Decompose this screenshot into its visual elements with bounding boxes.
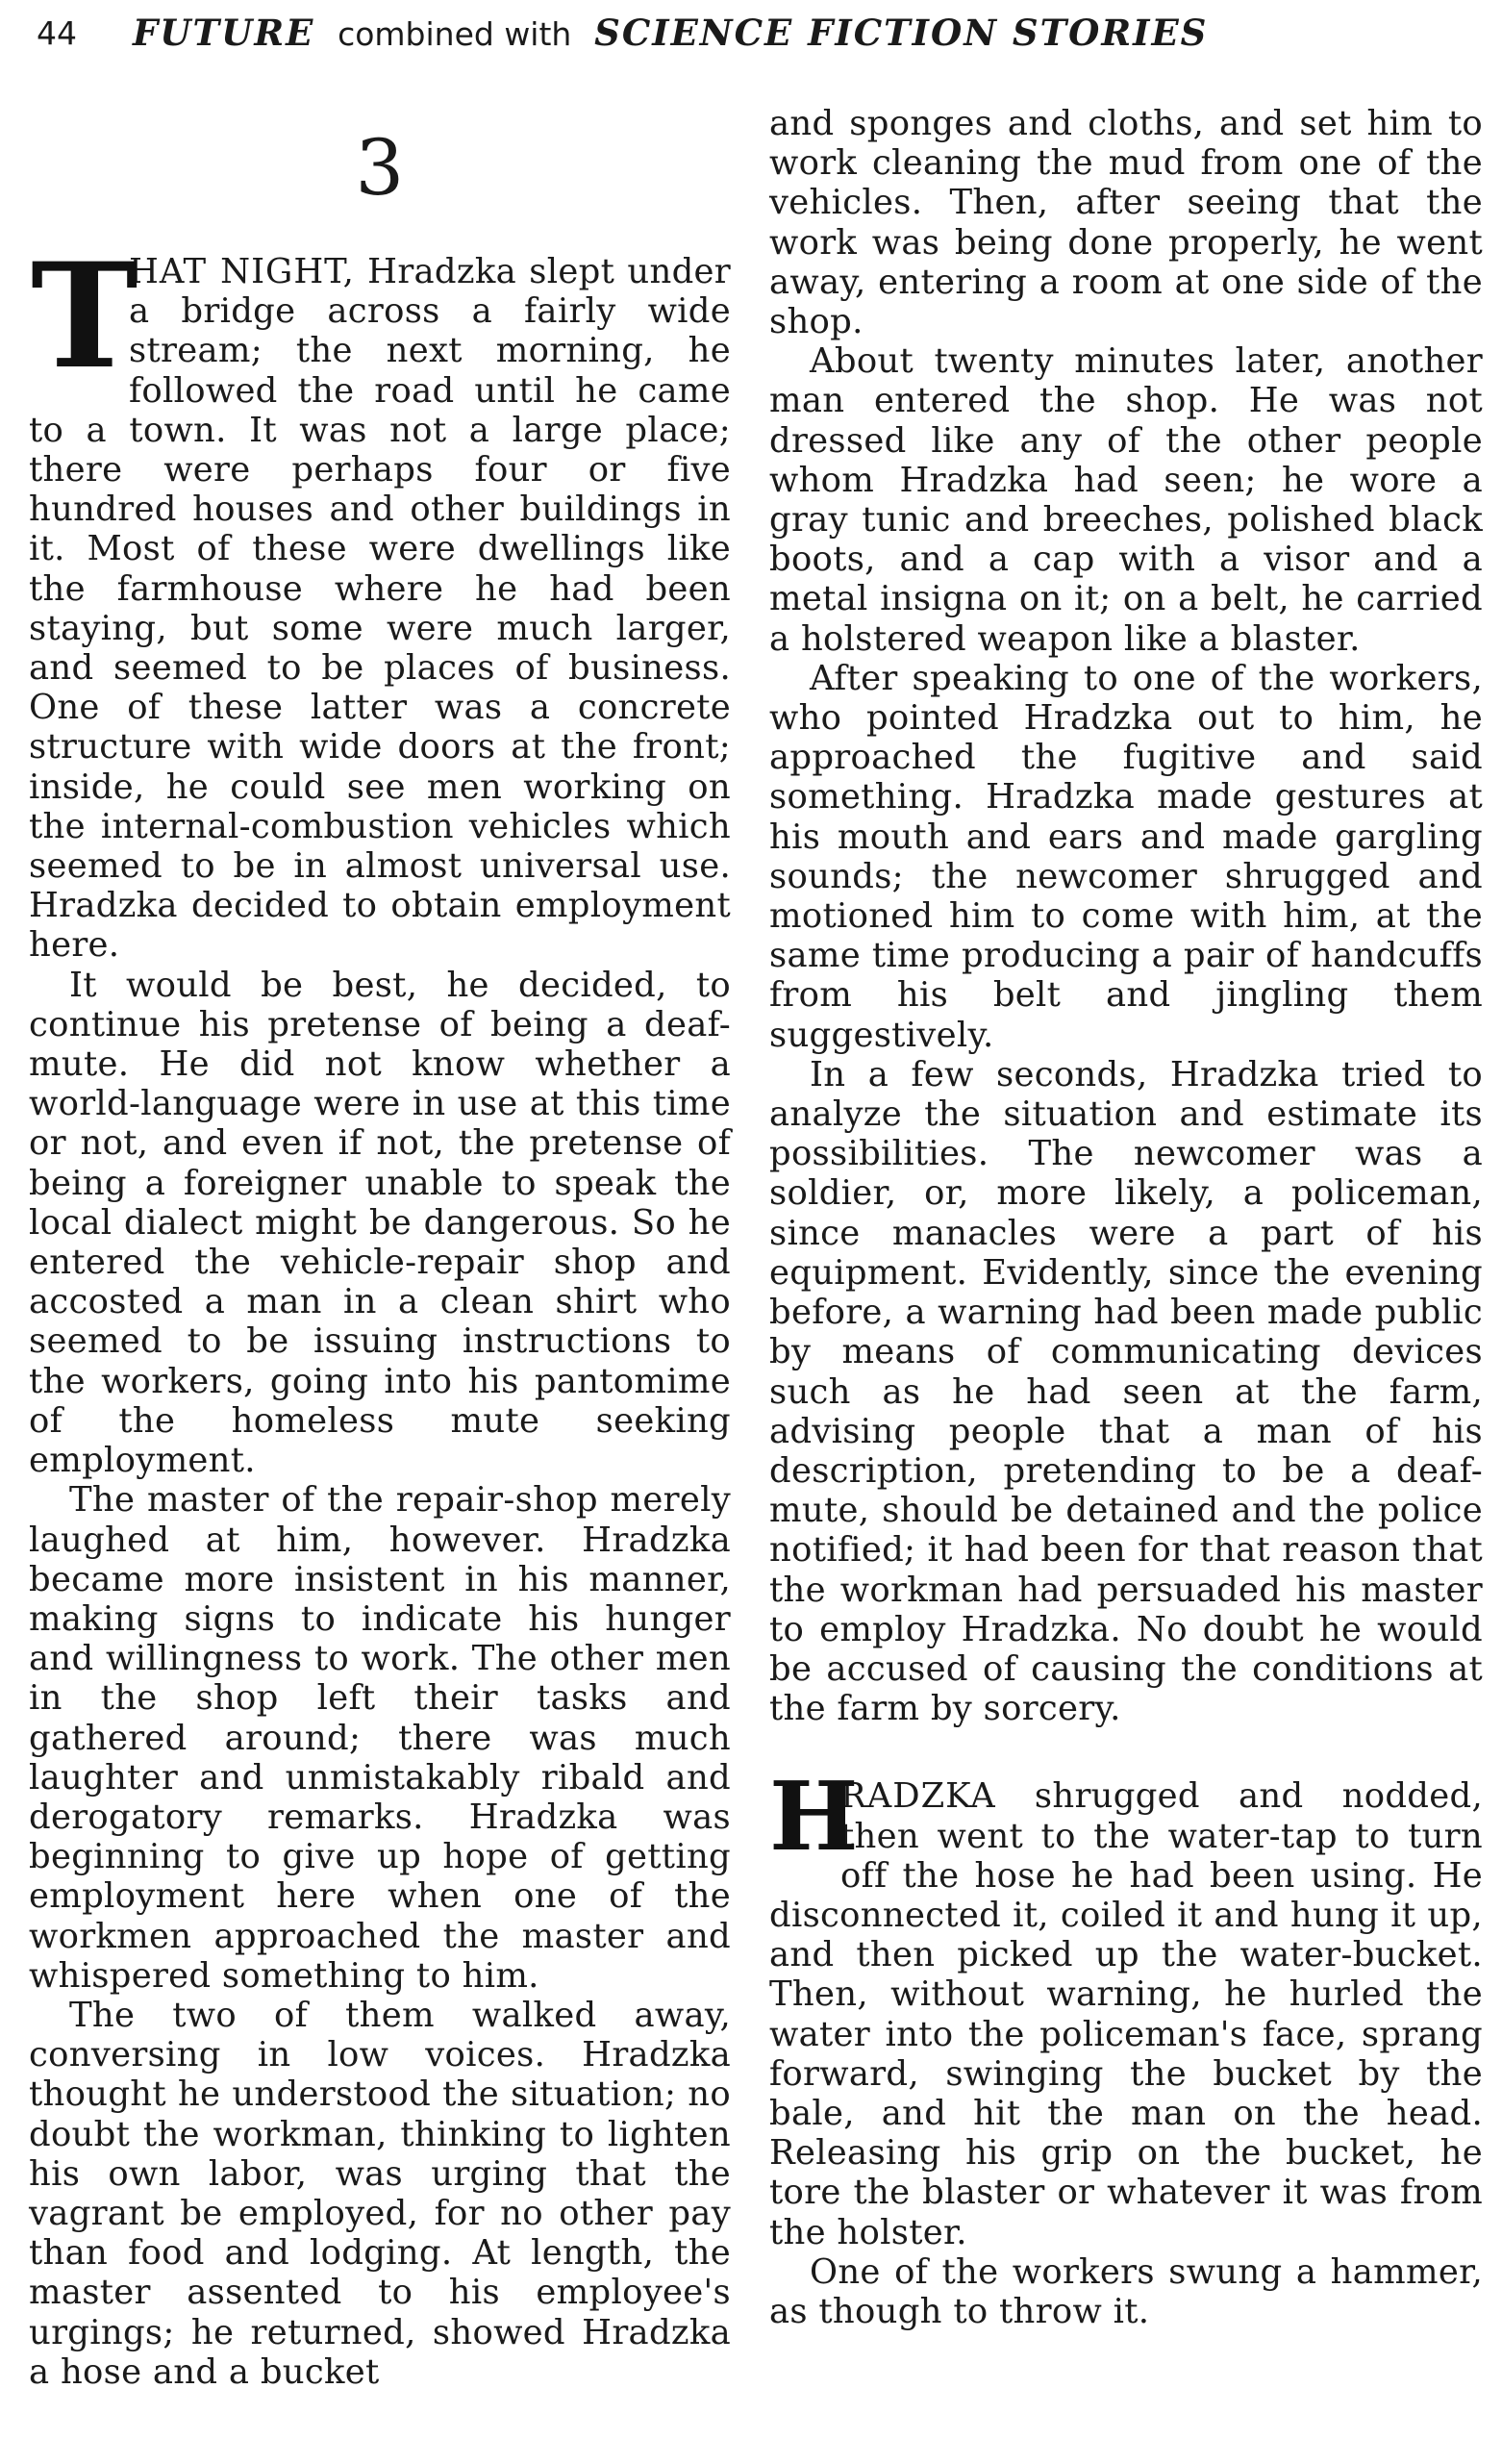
paragraph: It would be best, he decided, to continue his pretense of being a deaf-mute. He did not know whether a world-language were in use at this time or not, and even if not, the pretense of being a foreigner unable to speak the local dialect might be dangerous. So he entered the vehicle-repair shop and accosted a man in a clean shirt who seemed to be issuing instructions to the workers, going into his pantomime of the homeless mute seeking employment. <box>29 965 731 1481</box>
small-caps-opening: RADZKA <box>840 1776 996 1817</box>
right-column <box>769 104 1483 2331</box>
left-column <box>29 96 731 2392</box>
paragraph: The master of the repair-shop merely laughed at him, however. Hradzka became more insistent in his manner, making signs to indicate his hunger and willingness to work. The other men in the shop left their tasks and gathered around; there was much laughter and unmistakably ribald and derogatory remarks. Hradzka was beginning to give up hope of getting employment here when one of the workmen approached the master and whispered something to him. <box>29 1480 731 1996</box>
title-part-1: FUTURE <box>133 12 315 54</box>
paragraph: About twenty minutes later, another man entered the shop. He was not dressed like any of the other people whom Hradzka had seen; he wore a gray tunic and breeches, polished black boots, and a cap with a visor and a metal insigna on it; on a belt, he carried a holstered weapon like a blaster. <box>769 341 1483 659</box>
chapter-number: 3 <box>355 123 405 213</box>
magazine-title <box>133 12 1208 54</box>
running-header <box>37 8 1460 58</box>
paragraph: After speaking to one of the workers, who pointed Hradzka out to him, he approached the fugitive and said something. Hradzka made gestures at his mouth and ears and made gargling sounds; the newcomer shrugged and motioned him to come with him, at the same time producing a pair of handcuffs from his belt and jingling them suggestively. <box>769 658 1483 1055</box>
paragraph <box>769 1762 1483 2252</box>
drop-cap: T <box>31 232 138 401</box>
paragraph: In a few seconds, Hradzka tried to analyze the situation and estimate its possibilities. The newcomer was a soldier, or, more likely, a policeman, since manacles were a part of his equipment. Evidently, since the evening before, a warning had been made public by means of communicating devices such as he had seen at the farm, advising people that a man of his description, pretending to be a deaf-mute, should be detained and the police notified; it had been for that reason that the workman had persuaded his master to employ Hradzka. No doubt he would be accused of causing the conditions at the farm by sorcery. <box>769 1054 1483 1729</box>
small-caps-opening: HAT NIGHT, <box>129 252 355 291</box>
paragraph: The two of them walked away, conversing in low voices. Hradzka thought he understood the situation; no doubt the workman, thinking to lighten his own labor, was urging that the vagrant be employed, for no other pay than food and lodging. At length, the master assented to his employee's urgings; he returned, showed Hradzka a hose and a bucket <box>29 1995 731 2392</box>
title-connector: combined with <box>338 15 572 53</box>
paragraph <box>29 232 731 966</box>
paragraph: and sponges and cloths, and set him to work cleaning the mud from one of the vehicles. Then, after seeing that the work was being done properly, he went away, entering a room at one side of the shop. <box>769 104 1483 342</box>
section-break <box>769 1728 1483 1776</box>
paragraph-text: Hradzka slept under a bridge across a fairly wide stream; the next morning, he followed the road until he came to a town. It was not a large place; there were perhaps four or five hundred houses and other buildings in it. Most of these were dwellings like the farmhouse where he had been staying, but some were much larger, and seemed to be places of business. One of these latter was a concrete structure with wide doors at the front; inside, he could see men working on the internal-combustion vehicles which seemed to be in almost universal use. Hradzka decided to obtain employment here. <box>29 252 731 966</box>
page-number: 44 <box>37 13 77 52</box>
title-part-2: SCIENCE FICTION STORIES <box>594 12 1209 54</box>
drop-cap: H <box>769 1762 859 1873</box>
paragraph: One of the workers swung a hammer, as though to throw it. <box>769 2251 1483 2331</box>
paragraph-text: shrugged and nodded, then went to the water-tap to turn off the hose he had been using. He disconnected it, coiled it and hung it up, and then picked up the water-bucket. Then, without warning, he hurled the water into the policeman's face, sprang forward, swinging the bucket by the bale, and hit the man on the head. Releasing his grip on the bucket, he tore the blaster or whatever it was from the holster. <box>769 1776 1483 2252</box>
